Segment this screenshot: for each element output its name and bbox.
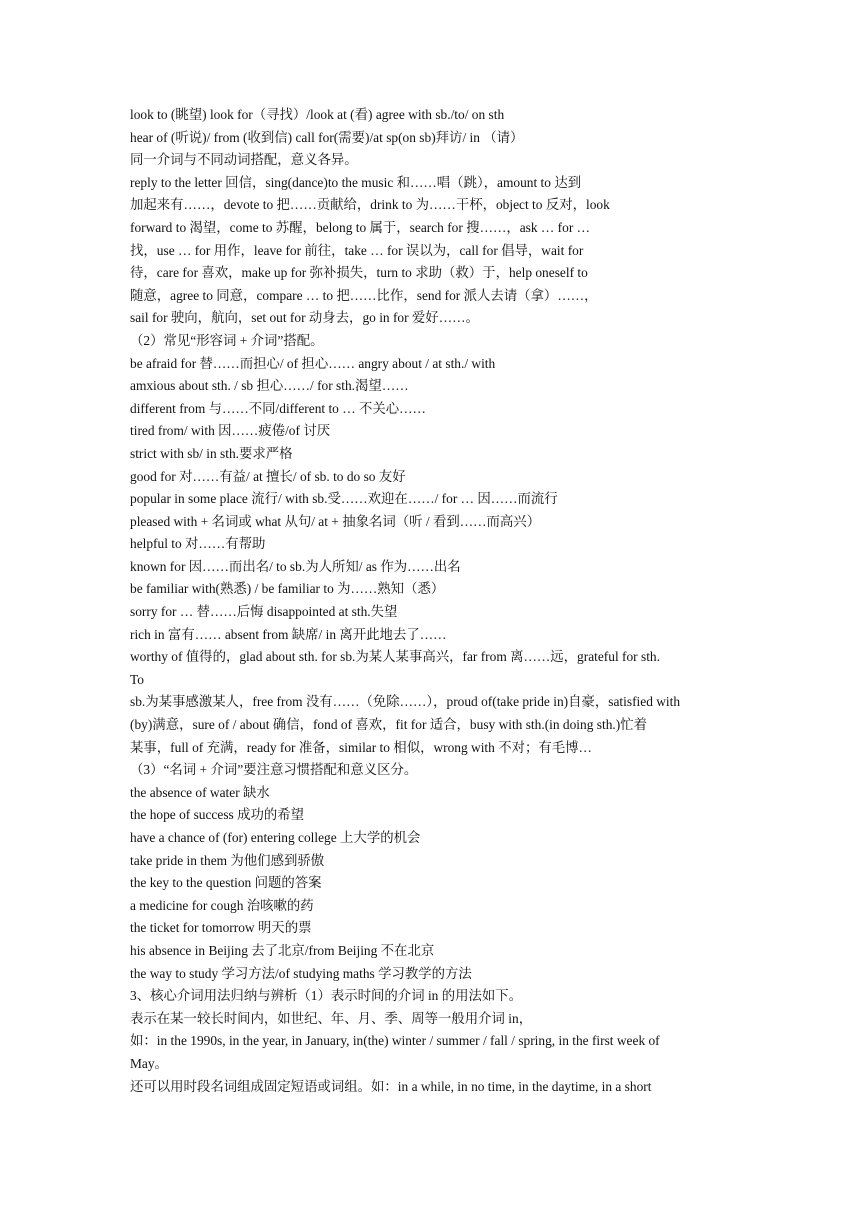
text-line: reply to the letter 回信，sing(dance)to the music 和……唱（跳），amount to 达到	[130, 174, 582, 190]
text-line: forward to 渴望，come to 苏醒，belong to 属于，search for 搜……，ask … for …	[130, 219, 591, 235]
text-line: have a chance of (for) entering college 上大学的机会	[130, 830, 421, 845]
text-line: helpful to 对……有帮助	[130, 536, 266, 552]
text-line: 待，care for 喜欢，make up for 弥补损失，turn to 求助（救）于，help oneself to	[130, 265, 588, 281]
text-line: a medicine for cough 治咳嗽的药	[130, 897, 314, 913]
text-line: worthy of 值得的，glad about sth. for sb.为某人某事高兴，far from 离……远，grateful for sth.	[130, 649, 660, 665]
text-line: sorry for … 替……后悔 disappointed at sth.失望	[130, 604, 398, 620]
text-line: 找，use … for 用作，leave for 前往，take … for 误以为，call for 倡导，wait for	[130, 242, 584, 258]
text-line: the key to the question 问题的答案	[130, 875, 322, 891]
text-line: 表示在某一较长时间内，如世纪、年、月、季、周等一般用介词 in，	[130, 1010, 533, 1026]
text-line: look to (眺望) look for（寻找）/look at (看) agree with sb./to/ on sth	[130, 107, 505, 122]
text-line: amxious about sth. / sb 担心……/ for sth.渴望……	[130, 378, 409, 394]
text-line: tired from/ with 因……疲倦/of 讨厌	[130, 423, 331, 439]
text-line: popular in some place 流行/ with sb.受……欢迎在……/ for … 因……而流行	[130, 491, 558, 507]
text-line: different from 与……不同/different to … 不关心……	[130, 400, 426, 416]
text-line: 加起来有……，devote to 把……贡献给，drink to 为……干杯，object to 反对，look	[130, 197, 610, 213]
document-page	[130, 104, 736, 1098]
text-line: 还可以用时段名词组成固定短语或词组。如：in a while, in no time, in the daytime, in a short	[130, 1078, 652, 1094]
text-line: be afraid for 替……而担心/ of 担心…… angry about / at sth./ with	[130, 355, 496, 371]
text-line: 某事，full of 充满，ready for 准备，similar to 相似，wrong with 不对；有毛博…	[130, 739, 592, 755]
section-heading: （3）“名词 + 介词”要注意习惯搭配和意义区分。	[130, 762, 418, 778]
text-line: his absence in Beijing 去了北京/from Beijing 不在北京	[130, 942, 435, 958]
text-line: sb.为某事感激某人，free from 没有……（免除……），proud of(take pride in)自豪，satisfied with	[130, 694, 681, 710]
text-line: 同一介词与不同动词搭配，意义各异。	[130, 152, 358, 168]
text-line: rich in 富有…… absent from 缺席/ in 离开此地去了……	[130, 626, 447, 642]
text-line: sail for 驶向，航向，set out for 动身去，go in for 爱好……。	[130, 310, 479, 326]
text-line: pleased with + 名词或 what 从句/ at + 抽象名词（听 / 看到……而高兴）	[130, 513, 541, 529]
text-line: be familiar with(熟悉) / be familiar to 为……熟知（悉）	[130, 581, 445, 597]
text-line: May。	[130, 1055, 168, 1071]
section-heading: （2）常见“形容词 + 介词”搭配。	[130, 332, 324, 348]
text-line: the hope of success 成功的希望	[130, 807, 305, 823]
text-line: 如：in the 1990s, in the year, in January, in(the) winter / summer / fall / spring, in the first week of	[130, 1033, 660, 1049]
text-line: the way to study 学习方法/of studying maths 学习教学的方法	[130, 965, 472, 981]
text-line: (by)满意，sure of / about 确信，fond of 喜欢，fit for 适合，busy with sth.(in doing sth.)忙着	[130, 717, 647, 733]
section-heading: 3、核心介词用法归纳与辨析（1）表示时间的介词 in 的用法如下。	[130, 988, 523, 1004]
text-line: the ticket for tomorrow 明天的票	[130, 920, 312, 936]
text-line: 随意，agree to 同意，compare … to 把……比作，send for 派人去请（拿）……，	[130, 287, 598, 303]
text-line: known for 因……而出名/ to sb.为人所知/ as 作为……出名	[130, 558, 461, 574]
text-line: To	[130, 671, 144, 687]
text-line: good for 对……有益/ at 擅长/ of sb. to do so 友好	[130, 468, 406, 484]
text-line: take pride in them 为他们感到骄傲	[130, 852, 325, 868]
text-line: strict with sb/ in sth.要求严格	[130, 445, 293, 461]
text-line: hear of (听说)/ from (收到信) call for(需要)/at sp(on sb)拜访/ in （请）	[130, 129, 524, 145]
text-line: the absence of water 缺水	[130, 784, 270, 800]
